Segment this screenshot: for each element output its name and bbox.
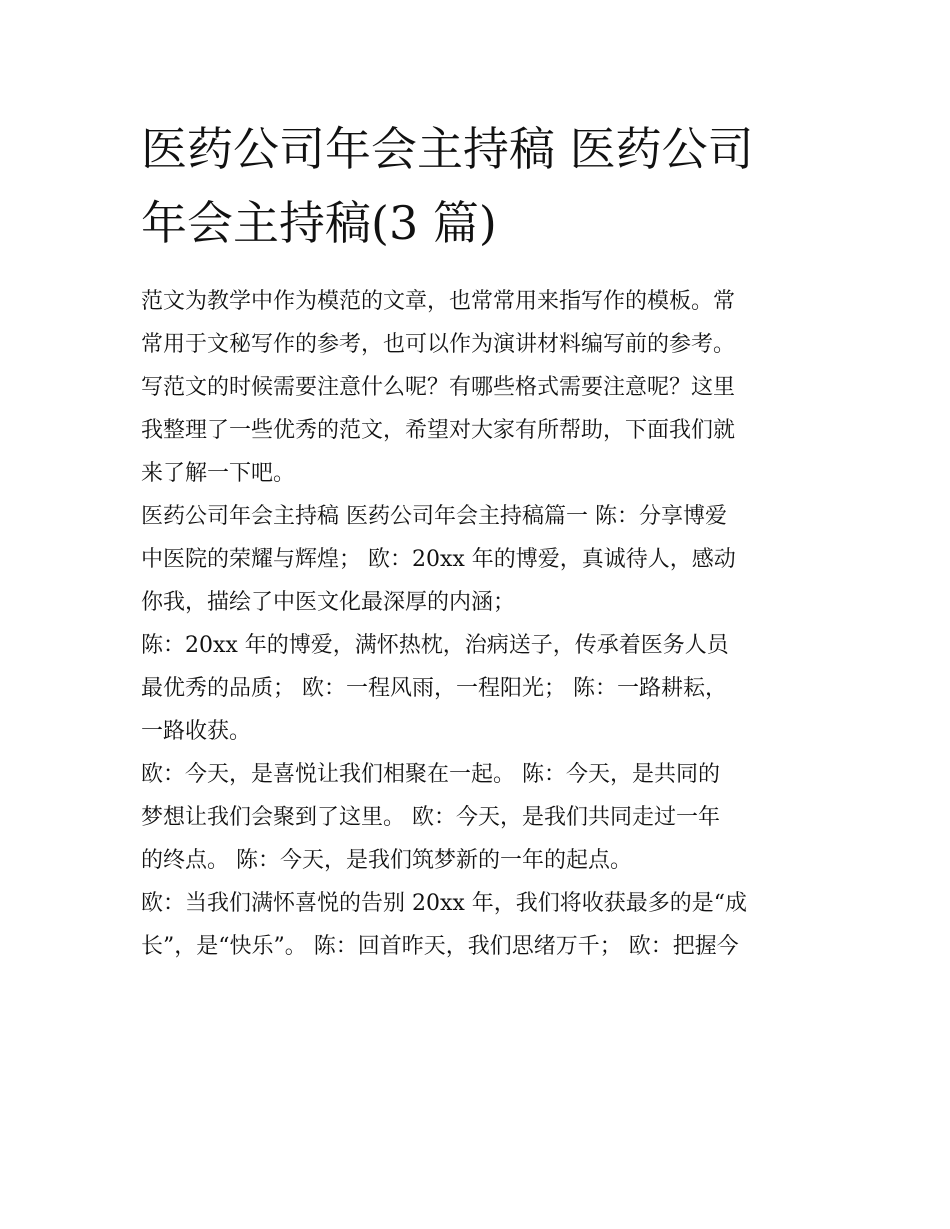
paragraph-line: 欧：当我们满怀喜悦的告别 20xx 年，我们将收获最多的是“成 xyxy=(141,891,748,916)
title-line: 年会主持稿(3 篇) xyxy=(141,196,497,250)
paragraph-line: 来了解一下吧。 xyxy=(141,461,296,486)
paragraph-line: 常用于文秘写作的参考，也可以作为演讲材料编写前的参考。 xyxy=(141,332,736,357)
paragraph-line: 你我，描绘了中医文化最深厚的内涵； xyxy=(141,590,516,615)
paragraph-line: 陈：20xx 年的博爱，满怀热枕，治病送子，传承着医务人员 xyxy=(141,633,729,658)
paragraph-line: 我整理了一些优秀的范文，希望对大家有所帮助，下面我们就 xyxy=(141,418,736,443)
speech-paragraph-1 xyxy=(141,495,811,624)
paragraph-line: 长”，是“快乐”。 陈：回首昨天，我们思绪万千； 欧：把握今 xyxy=(141,934,739,959)
speech-paragraph-2 xyxy=(141,624,811,753)
paragraph-line: 范文为教学中作为模范的文章，也常常用来指写作的模板。常 xyxy=(141,289,736,314)
title-spacer xyxy=(141,260,811,280)
paragraph-line: 最优秀的品质； 欧：一程风雨，一程阳光； 陈：一路耕耘， xyxy=(141,676,727,701)
paragraph-line: 一路收获。 xyxy=(141,719,252,744)
paragraph-line: 梦想让我们会聚到了这里。 欧：今天，是我们共同走过一年 xyxy=(141,805,720,830)
paragraph-line: 中医院的荣耀与辉煌； 欧：20xx 年的博爱，真诚待人，感动 xyxy=(141,547,736,572)
paragraph-line: 的终点。 陈：今天，是我们筑梦新的一年的起点。 xyxy=(141,848,632,873)
document-content xyxy=(141,112,811,968)
speech-paragraph-4 xyxy=(141,882,811,968)
title-line: 医药公司年会主持稿 医药公司 xyxy=(141,122,754,176)
speech-paragraph-3 xyxy=(141,753,811,882)
paragraph-line: 医药公司年会主持稿 医药公司年会主持稿篇一 陈：分享博爱 xyxy=(141,504,727,529)
paragraph-line: 欧：今天，是喜悦让我们相聚在一起。 陈：今天，是共同的 xyxy=(141,762,720,787)
intro-paragraph xyxy=(141,280,811,495)
paragraph-line: 写范文的时候需要注意什么呢？有哪些格式需要注意呢？这里 xyxy=(141,375,736,400)
document-title xyxy=(141,112,811,260)
